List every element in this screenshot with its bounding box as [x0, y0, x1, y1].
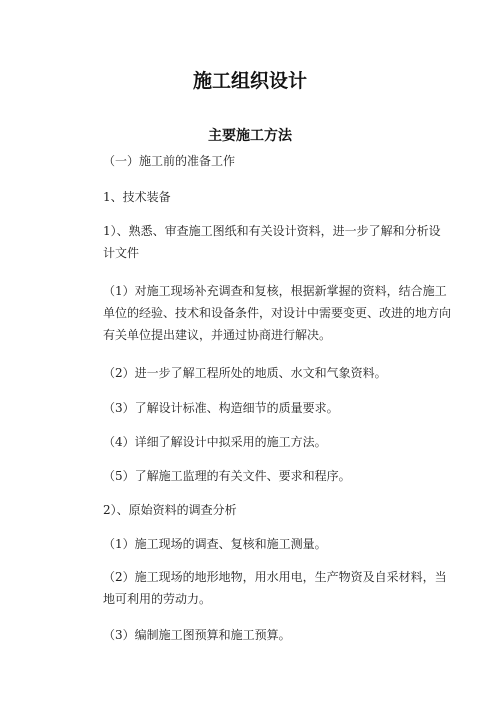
paragraph-site-verification: （1）施工现场的调查、复核和施工测量。 — [103, 537, 327, 551]
section-heading: 主要施工方法 — [208, 128, 292, 144]
document-title: 施工组织设计 — [192, 70, 307, 92]
paragraph-construction-methods: （4）详细了解设计中拟采用的施工方法。 — [103, 435, 327, 449]
paragraph-tech-equipment: 1、技术装备 — [103, 190, 171, 204]
paragraph-supervision: （5）了解施工监理的有关文件、要求和程序。 — [103, 469, 351, 483]
paragraph-review-drawings: 1）、熟悉、审查施工图纸和有关设计资料，进一步了解和分析设计文件 — [103, 224, 441, 260]
paragraph-geology: （2）进一步了解工程所处的地质、水文和气象资料。 — [103, 366, 387, 380]
paragraph-site-survey: （1）对施工现场补充调查和复核，根据新掌握的资料，结合施工单位的经验、技术和设备条件，对设计中需要变更、改进的地方向有关单位提出建议，并通过协商进行解决。 — [103, 284, 452, 342]
paragraph-raw-data: 2）、原始资料的调查分析 — [103, 503, 237, 517]
paragraph-preparation: （一）施工前的准备工作 — [103, 154, 236, 168]
paragraph-site-terrain: （2）施工现场的地形地物，用水用电，生产物资及自采材料，当地可利用的劳动力。 — [103, 570, 447, 606]
paragraph-design-standards: （3）了解设计标准、构造细节的质量要求。 — [103, 401, 339, 415]
paragraph-budget: （3）编制施工图预算和施工预算。 — [103, 628, 291, 642]
